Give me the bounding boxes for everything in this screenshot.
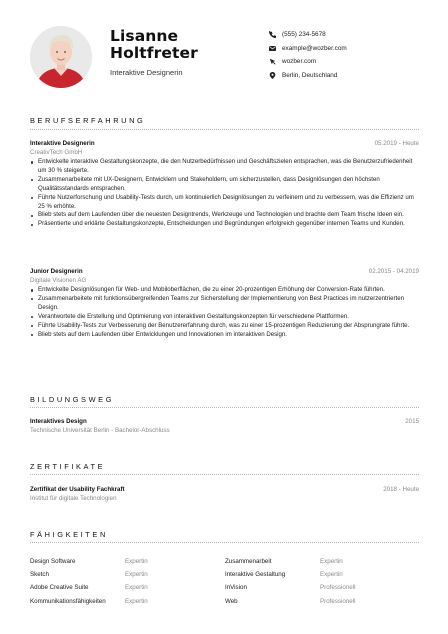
profile-photo (30, 26, 92, 88)
contact-list (268, 28, 428, 82)
skills-row (30, 595, 420, 608)
skill-level: Professionell (320, 584, 356, 592)
section-divider (30, 129, 419, 130)
job-company-1: CreativTech GmbH (30, 149, 83, 156)
job-bullets-1 (30, 158, 419, 229)
resume-header (30, 26, 420, 96)
candidate-name-first: Lisanne (110, 27, 179, 45)
skill-name: Adobe Creative Suite (30, 584, 89, 592)
job-dates-1: 05.2019 - Heute (374, 140, 419, 147)
contact-email[interactable] (268, 42, 428, 56)
list-item: Verantwortete die Erstellung und Optimierung von interaktiven Gestaltungskonzepten für verschiedene Plattformen. (30, 313, 419, 322)
email-icon (268, 44, 276, 52)
skill-level: Expertin (125, 597, 148, 605)
list-item: Blieb stets auf dem Laufenden über die neuesten Designtrends, Werkzeuge und Technologien und brachte dem Team frische Ideen ein. (30, 211, 419, 220)
skills-row (30, 568, 420, 581)
section-divider (30, 542, 419, 543)
education-subtitle: Technische Universität Berlin - Bachelor-Abschluss (30, 427, 170, 434)
job-company-2: Digitale Visionen AG (30, 277, 87, 284)
skill-name: Sketch (30, 571, 49, 579)
skill-name: Web (225, 597, 238, 605)
list-item: Führte Nutzerforschung und Usability-Tests durch, um kontinuierlich Designlösungen zu verfeinern und zu verbessern, was die Effizienz um 25 % erhöhte. (30, 194, 419, 212)
job-title-1: Interaktive Designerin (30, 140, 95, 147)
certificate-dates: 2018 - Heute (383, 486, 419, 493)
skill-level: Expertin (125, 584, 148, 592)
skill-name: InVision (225, 584, 247, 592)
avatar (30, 26, 92, 88)
list-item: Zusammenarbeitete mit funktionsübergreifenden Teams zur Sicherstellung der Implementierung von Best Practices im nutzerzentrierten Design. (30, 295, 419, 313)
skill-name: Design Software (30, 558, 76, 566)
list-item: Blieb stets auf dem Laufenden über Entwicklungen und Innovationen im interaktiven Design. (30, 331, 419, 340)
skill-level: Expertin (320, 558, 343, 566)
section-heading-certificates: ZERTIFIKATE (30, 462, 106, 471)
list-item: Entwickelte interaktive Gestaltungskonzepte, die den Nutzerbedürfnissen und Geschäftszielen entsprachen, was die Benutzerzufriedenheit um 30 % steigerte. (30, 158, 419, 176)
contact-website-text[interactable]: wozber.com (282, 58, 317, 66)
list-item: Entwickelte Designlösungen für Web- und Mobiloberflächen, die zu einer 20-prozentigen Erhöhung der Conversion-Rate führten. (30, 286, 419, 295)
job-title: Interaktive Designerin (110, 68, 183, 77)
skills-row (30, 581, 420, 594)
section-divider (30, 407, 419, 408)
contact-location-text: Berlin, Deutschland (282, 71, 338, 79)
skills-row (30, 555, 420, 568)
skill-name: Zusammenarbeit (225, 558, 272, 566)
education-title: Interaktives Design (30, 418, 87, 425)
contact-phone-text: (555) 234-5678 (282, 31, 326, 39)
location-pin-icon (268, 71, 276, 79)
section-heading-education: BILDUNGSWEG (30, 395, 115, 404)
candidate-name-last: Holtfreter (110, 44, 198, 62)
certificate-issuer: Institut für digitale Technologien (30, 495, 117, 502)
contact-phone (268, 28, 428, 42)
list-item: Präsentierte und erklärte Gestaltungskonzepte, Entscheidungen und Begründungen erfolgreich gegenüber internen Teams und Kunden. (30, 220, 419, 229)
education-dates: 2015 (405, 418, 419, 425)
name-block (110, 28, 260, 77)
job-title-2: Junior Designerin (30, 268, 83, 275)
contact-website[interactable] (268, 55, 428, 69)
job-dates-2: 02.2015 - 04.2019 (368, 268, 419, 275)
contact-location (268, 69, 428, 83)
section-divider (30, 474, 419, 475)
skills-grid (30, 555, 420, 608)
skill-level: Expertin (320, 571, 343, 579)
list-item: Führte Usability-Tests zur Verbesserung der Benutzererfahrung durch, was zu einer 15-prozentigen Reduzierung der Absprungrate führte. (30, 322, 419, 331)
skill-level: Professionell (320, 597, 356, 605)
section-heading-skills: FÄHIGKEITEN (30, 530, 108, 539)
skill-level: Expertin (125, 571, 148, 579)
skill-name: Kommunikationsfähigkeiten (30, 597, 106, 605)
link-icon (268, 58, 276, 66)
job-bullets-2 (30, 286, 419, 339)
contact-email-text[interactable]: example@wozber.com (282, 44, 347, 52)
skill-name: Interaktive Gestaltung (225, 571, 286, 579)
phone-icon (268, 31, 276, 39)
list-item: Zusammenarbeitete mit UX-Designern, Entwicklern und Stakeholdern, um sicherzustellen, dass Designlösungen den höchsten Qualitätsstandards entsprachen. (30, 176, 419, 194)
section-heading-experience: BERUFSERFAHRUNG (30, 116, 146, 125)
skill-level: Expertin (125, 558, 148, 566)
certificate-title: Zertifikat der Usability Fachkraft (30, 486, 125, 493)
